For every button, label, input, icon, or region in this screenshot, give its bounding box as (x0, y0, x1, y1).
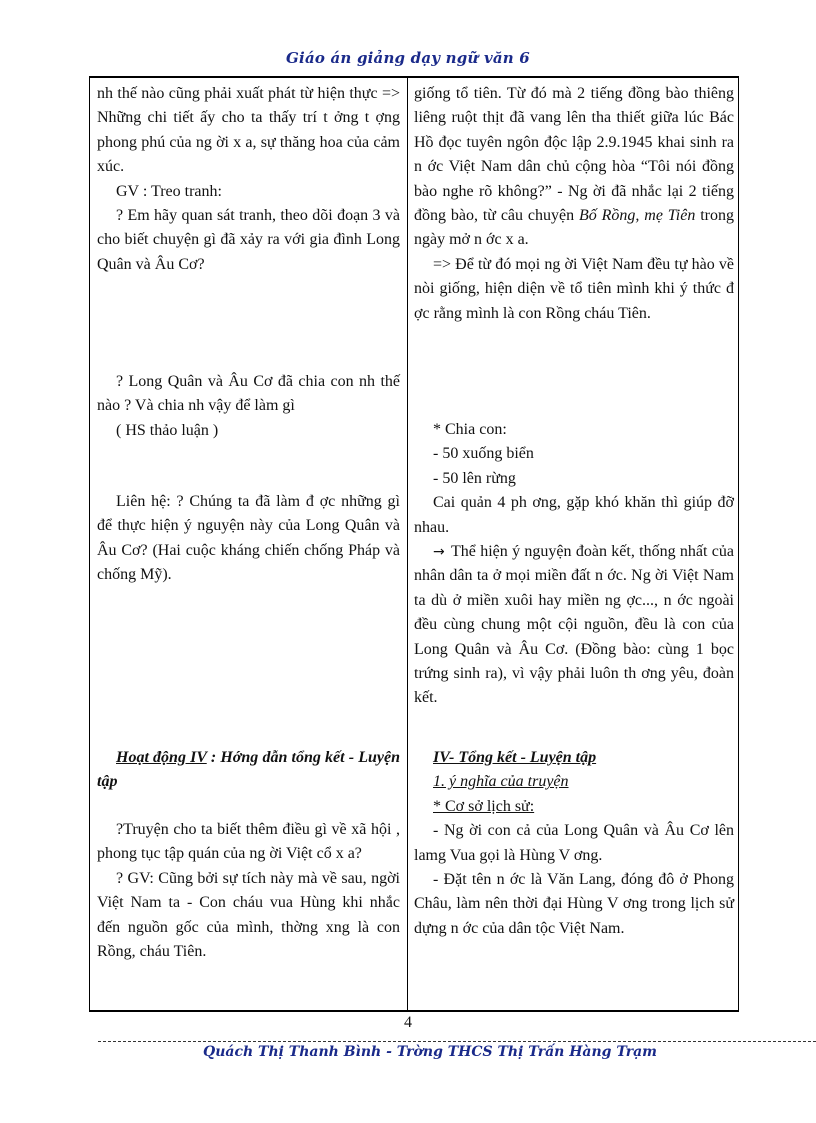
left-block-5 (97, 818, 400, 964)
right-block-3 (414, 418, 734, 711)
text-run: giống tổ tiên. Từ đó mà 2 tiếng đồng bào thiêng liêng ruột thịt đã vang lên tha thiết giữa lúc Bác Hồ đọc tuyên ngôn độc lập 2.9.1945 khai sinh ra n ớc Việt Nam dân chủ cộng hòa “Tôi nói đồng bào nghe rõ không?” - Ng ời đã nhắc lại 2 tiếng đồng bào, từ câu chuyện (414, 85, 734, 225)
paragraph: * Chia con: (433, 421, 507, 438)
footer-divider (98, 1041, 816, 1042)
right-block-1 (414, 82, 734, 326)
right-block-summary (414, 746, 734, 941)
left-block-1 (97, 82, 400, 277)
summary-heading: IV- Tổng kết - Luyện tập (433, 749, 597, 766)
paragraph (414, 82, 734, 253)
activity-4-title: : Hớng dẫn tổng kết - Luyện tập (97, 749, 400, 791)
paragraph: ( HS thảo luận ) (116, 421, 219, 439)
page-number: 4 (404, 1014, 412, 1031)
paragraph: - Đặt tên n ớc là Văn Lang, đóng đô ở Phong Châu, làm nên thời đại Hùng V ơng trong lịch sử dựng n ớc của dân tộc Việt Nam. (414, 871, 734, 937)
arrow-right-icon: → (433, 544, 445, 561)
paragraph: ? GV: Cũng bởi sự tích này mà về sau, ngời Việt Nam ta - Con cháu vua Hùng khi nhắc đến nguồn gốc của mình, thờng xng là con Rồng, cháu Tiên. (97, 869, 400, 961)
paragraph: - 50 lên rừng (433, 469, 516, 487)
paragraph: nh thế nào cũng phải xuất phát từ hiện thực => Những chi tiết ấy cho ta thấy trí t ởng t ợng phong phú của ng ời x a, sự thăng hoa của cảm xúc. (97, 85, 400, 176)
paragraph (414, 540, 734, 711)
activity-4-label: Hoạt động IV (116, 749, 207, 766)
paragraph: - 50 xuống biển (433, 445, 534, 463)
paragraph: ?Truyện cho ta biết thêm điều gì về xã hội , phong tục tập quán của ng ời Việt cổ x a? (97, 821, 400, 863)
text-run: trong ngày mở n ớc x a. (414, 207, 735, 249)
text-run: Thể hiện ý nguyện đoàn kết, thống nhất của nhân dân ta ở mọi miền đất n ớc. Ng ời Việt Nam ta dù ở miền xuôi hay miền ng ợc..., n ớc ngoài đều cùng chung một cội nguồn, đều là con của Long Quân và Âu Cơ. (Đồng bào: cùng 1 bọc trứng sinh ra), vì vậy phải luôn th ơng yêu, đoàn kết. (414, 543, 734, 707)
paragraph: Liên hệ: ? Chúng ta đã làm đ ợc những gì để thực hiện ý nguyện này của Long Quân và Âu Cơ? (Hai cuộc kháng chiến chống Pháp và chống Mỹ). (97, 493, 400, 584)
historical-basis-heading: * Cơ sở lịch sử: (433, 797, 535, 815)
meaning-heading: 1. ý nghĩa của truyện (433, 773, 569, 791)
left-block-2 (97, 370, 400, 443)
paragraph: => Để từ đó mọi ng ời Việt Nam đều tự hào về nòi giống, hiện diện về tổ tiên mình khi ý thức đ ợc rằng mình là con Rồng cháu Tiên. (414, 255, 734, 322)
column-divider (407, 76, 408, 1012)
footer-author: Quách Thị Thanh Bình - Trờng THCS Thị Trấn Hàng Trạm (203, 1044, 657, 1060)
paragraph: ? Long Quân và Âu Cơ đã chia con nh thế nào ? Và chia nh vậy để làm gì (97, 373, 400, 415)
paragraph: GV : Treo tranh: (116, 182, 222, 200)
activity-4-heading (97, 746, 400, 795)
paragraph: Cai quản 4 ph ơng, gặp khó khăn thì giúp đỡ nhau. (414, 494, 734, 536)
left-block-3 (97, 490, 400, 588)
story-title: Bố Rồng, mẹ Tiên (578, 207, 696, 225)
paragraph: - Ng ời con cả của Long Quân và Âu Cơ lên lamg Vua gọi là Hùng V ơng. (414, 822, 734, 864)
paragraph: ? Em hãy quan sát tranh, theo dõi đoạn 3 và cho biết chuyện gì đã xảy ra với gia đình Long Quân và Âu Cơ? (97, 207, 400, 273)
document-header-title: Giáo án giảng dạy ngữ văn 6 (286, 49, 530, 67)
